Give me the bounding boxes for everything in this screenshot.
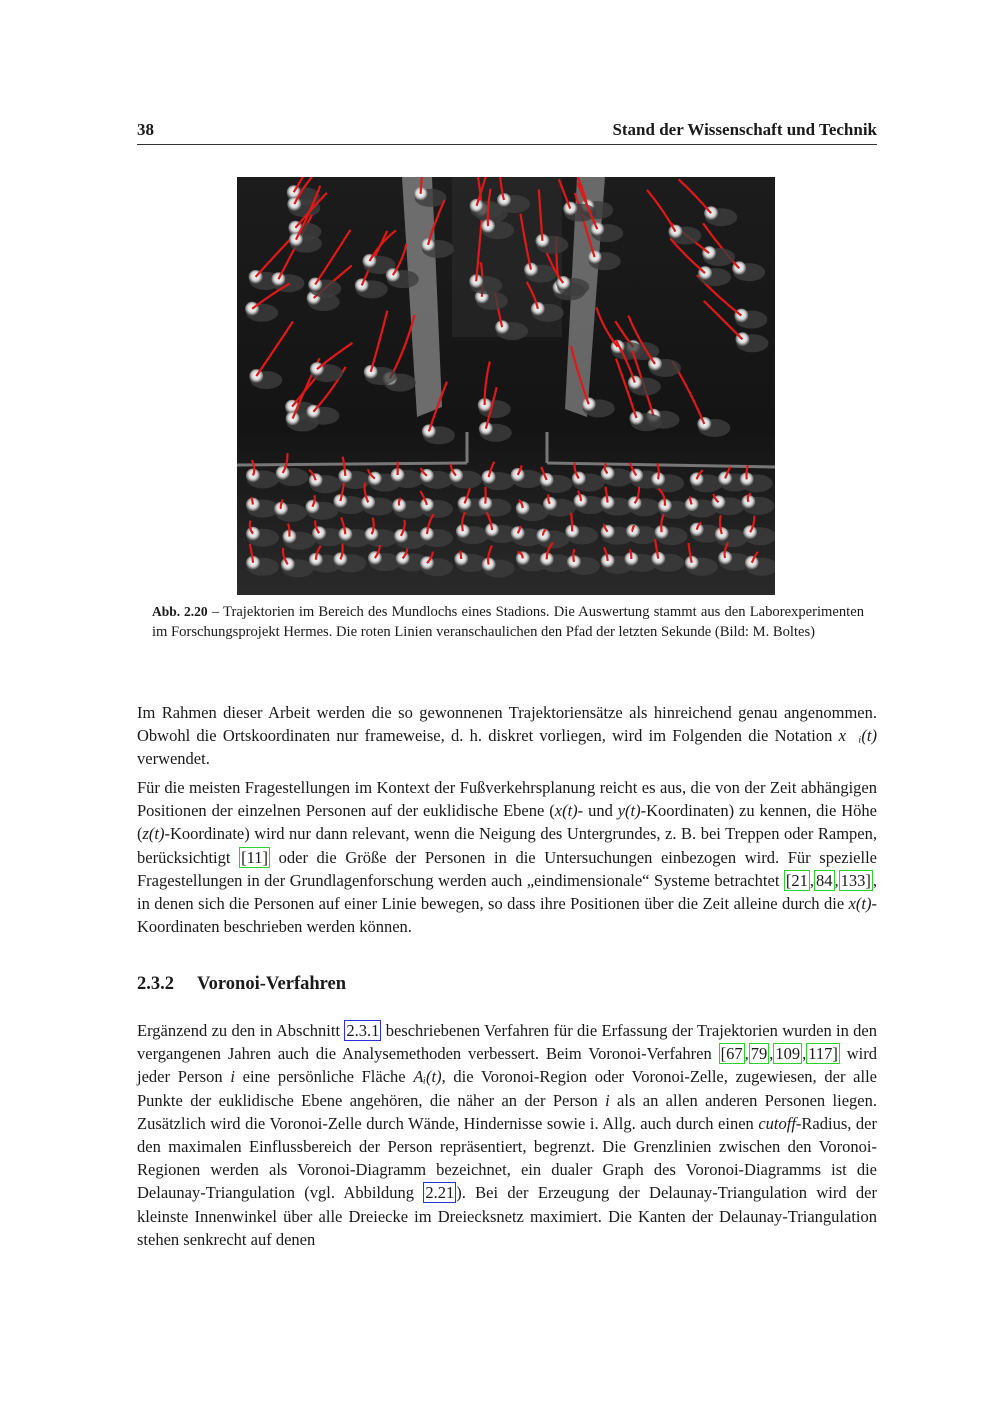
section-ref-link[interactable]: 2.3.1 — [346, 1021, 380, 1040]
citation-link[interactable]: [67 — [720, 1044, 743, 1064]
text: , in denen sich die Personen auf einer Linie bewegen, so dass ihre Positionen über die Zeit alleine durch die — [137, 870, 877, 914]
paragraph-3: Ergänzend zu den in Abschnitt 2.3.1 beschriebenen Verfahren für die Erfassung der Trajektorien wurden in den vergangenen Jahren auch die Analysemethoden verbessert. Beim Voronoi-Verfahren [67 , 79 , 109 , 117] wird jeder Person i eine persönliche Fläche Aᵢ(t), die Voronoi-Region oder Voronoi-Zelle, zugewiesen, der alle Punkte der euklidische Ebene angehören, die näher an der Person i als an allen anderen Personen liegen. Zusätzlich wird die Voronoi-Zelle durch Wände, Hindernisse sowie i. Allg. auch durch einen cutoff-Radius, der den maximalen Einflussbereich der Person repräsentiert, begrenzt. Die Grenzlinien zwischen den Voronoi-Regionen werden als Voronoi-Diagramm bezeichnet, ein dualer Graph des Voronoi-Diagramms ist die Delaunay-Triangulation (vgl. Abbildung 2.21 ). Bei der Erzeugung der Delaunay-Triangulation wird der kleinste Innenwinkel über alle Dreiecke im Dreiecksnetz maximiert. Die Kanten der Delaunay-Triangulation stehen senkrecht auf denen — [137, 1021, 877, 1249]
math-x: x(t) — [848, 894, 872, 914]
emphasis-cutoff: cutoff — [758, 1113, 796, 1133]
text: oder die Größe der Personen in die Untersuchungen einbezogen wird. Für spezielle Fragestellungen in der Grundlagenforschung werden auch „eindimensionale“ Systeme betrachtet — [137, 847, 877, 890]
text: ). Bei der Erzeugung der Delaunay-Triangulation wird der kleinste Innenwinkel über alle Dreiecke im Dreiecksnetz maximiert. Die Kanten der Delaunay-Triangulation stehen senkrecht auf denen — [137, 1183, 877, 1249]
figure-caption — [152, 602, 864, 642]
text: verwendet. — [137, 749, 210, 769]
text: , die Voronoi-Region oder Voronoi-Zelle, zugewiesen, der alle Punkte der euklidische Ebene angehören, die näher an der Person — [137, 1067, 877, 1110]
text: -Koordinaten) zu kennen, die Höhe ( — [137, 801, 877, 844]
text: beschriebenen Verfahren für die Erfassung der Trajektorien wurden in den vergangenen Jahren auch die Analysemethoden verbessert. Beim Voronoi-Verfahren — [137, 1021, 877, 1064]
math-i: i — [605, 1090, 610, 1110]
text: eine persönliche Fläche — [234, 1067, 414, 1087]
citation-link[interactable]: 109 — [775, 1044, 801, 1064]
photo-graphic — [237, 177, 775, 595]
citation-link[interactable]: [21 — [785, 870, 808, 890]
caption-text: – Trajektorien im Bereich des Mundlochs eines Stadions. Die Auswertung stammt aus den Laborexperimenten im Forschungsprojekt Hermes. Die roten Linien veranschaulichen den Pfad der letzten Sekunde (Bild: M. Boltes) — [152, 604, 864, 640]
paragraph-1 — [137, 701, 877, 771]
crowd-trajectories-photo — [237, 177, 775, 595]
citation-link[interactable]: 79 — [750, 1044, 768, 1064]
text: - und — [577, 801, 618, 821]
citation-link[interactable]: 117] — [808, 1044, 838, 1064]
text: als an allen anderen Personen liegen. Zusätzlich wird die Voronoi-Zelle durch Wände, Hindernisse sowie i. Allg. auch durch einen — [137, 1090, 877, 1133]
math-i: i — [230, 1067, 235, 1087]
math-x: x(t) — [554, 801, 578, 821]
page-number: 38 — [137, 120, 154, 139]
math-area: Aᵢ(t) — [413, 1067, 442, 1087]
text: Ergänzend zu den in Abschnitt — [137, 1021, 345, 1040]
citation-link[interactable]: 84 — [816, 870, 833, 890]
citation-link[interactable]: [11] — [241, 847, 268, 867]
section-title: Voronoi-Verfahren — [197, 974, 347, 994]
figure-ref-link[interactable]: 2.21 — [425, 1183, 455, 1203]
citation-link[interactable]: 133] — [840, 870, 871, 890]
text: Für die meisten Fragestellungen im Kontext der Fußverkehrsplanung reicht es aus, die von der Zeit abhängigen Positionen der einzelnen Personen auf der euklidische Ebene ( — [137, 778, 877, 821]
math-y: y(t) — [617, 801, 641, 821]
running-title: Stand der Wissenschaft und Technik — [612, 120, 877, 139]
page-header — [137, 118, 877, 145]
math-z: z(t) — [142, 824, 165, 844]
section-number: 2.3.2 — [137, 974, 174, 994]
math-notation: x⃗ᵢ(t) — [838, 726, 877, 746]
text: -Radius, der den maximalen Einflussbereich der Person repräsentiert, begrenzt. Die Grenzlinien zwischen den Voronoi-Regionen werden als Voronoi-Diagramm bezeichnet, ein dualer Graph des Voronoi-Diagramms ist die Delaunay-Triangulation (vgl. Abbildung — [137, 1113, 877, 1203]
text: Im Rahmen dieser Arbeit werden die so gewonnenen Trajektoriensätze als hinreichend genau angenommen. Obwohl die Ortskoordinaten nur frameweise, d. h. diskret vorliegen, wird im Folgenden die Notation — [137, 703, 877, 746]
paragraph-2: Für die meisten Fragestellungen im Kontext der Fußverkehrsplanung reicht es aus, die von der Zeit abhängigen Positionen der einzelnen Personen auf der euklidische Ebene (x(t)- und y(t)-Koordinaten) zu kennen, die Höhe (z(t)-Koordinate) wird nur dann relevant, wenn die Neigung des Untergrundes, z. B. bei Treppen oder Rampen, berücksichtigt [11] oder die Größe der Personen in die Untersuchungen einbezogen wird. Für spezielle Fragestellungen in der Grundlagenforschung werden auch „eindimensionale“ Systeme betrachtet [21 , 84 , 133] , in denen sich die Personen auf einer Linie bewegen, so dass ihre Positionen über die Zeit alleine durch die x(t)-Koordinaten beschrieben werden können. — [137, 778, 877, 937]
text: -Koordinaten beschrieben werden können. — [137, 894, 877, 937]
text: -Koordinate) wird nur dann relevant, wenn die Neigung des Untergrundes, z. B. bei Treppen oder Rampen, berücksichtigt — [137, 824, 877, 867]
section-heading — [137, 974, 346, 995]
text: wird jeder Person — [137, 1044, 877, 1087]
caption-label: Abb. 2.20 — [152, 604, 208, 619]
